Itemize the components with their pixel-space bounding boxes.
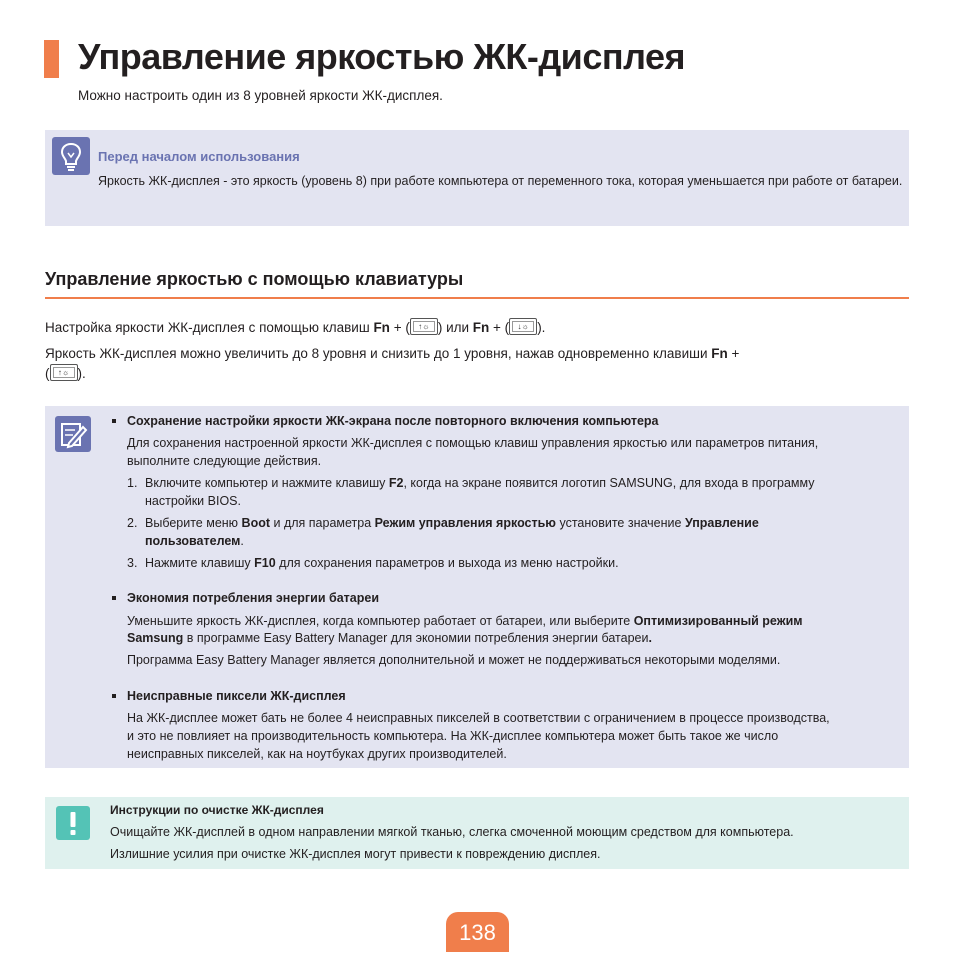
pencil-note-icon bbox=[55, 416, 91, 452]
exclamation-icon bbox=[56, 806, 90, 840]
brightness-down-key-icon: ↓☼ bbox=[509, 318, 537, 335]
step-1-text-cont: настройки BIOS. bbox=[145, 494, 241, 508]
title-accent-bar bbox=[44, 40, 59, 78]
section-divider bbox=[45, 297, 909, 299]
bullet-marker bbox=[112, 419, 116, 423]
bullet-marker bbox=[112, 694, 116, 698]
section-heading: Управление яркостью с помощью клавиатуры bbox=[45, 269, 464, 289]
before-use-heading: Перед началом использования bbox=[98, 149, 300, 164]
step-2-number: 2. bbox=[127, 516, 138, 530]
warning-line-1: Очищайте ЖК-дисплей в одном направлении мягкой тканью, слегка смоченной моющим средством для компьютера. bbox=[110, 825, 794, 839]
before-use-text: Яркость ЖК-дисплея - это яркость (уровень 8) при работе компьютера от переменного тока, которая уменьшается при работе от батареи. bbox=[98, 174, 903, 188]
note-2-title: Экономия потребления энергии батареи bbox=[127, 591, 380, 605]
note-2-text: Уменьшите яркость ЖК-дисплея, когда компьютер работает от батареи, или выберите Оптимизированный режим bbox=[127, 614, 803, 628]
warning-title: Инструкции по очистке ЖК-дисплея bbox=[110, 803, 324, 817]
step-1-number: 1. bbox=[127, 476, 138, 490]
page-subtitle: Можно настроить один из 8 уровней яркости ЖК-дисплея. bbox=[78, 88, 443, 103]
page-title: Управление яркостью ЖК-дисплея bbox=[78, 36, 686, 77]
note-3-title: Неисправные пиксели ЖК-дисплея bbox=[127, 689, 346, 703]
note-3-line-2: и это не повлияет на производительность компьютера. На ЖК-дисплее компьютера может быть такое же число bbox=[127, 729, 779, 743]
step-3-number: 3. bbox=[127, 556, 138, 570]
note-3-line-3: неисправных пикселей, как на ноутбуках других производителей. bbox=[127, 747, 507, 761]
step-1-text: Включите компьютер и нажмите клавишу F2, когда на экране появится логотип SAMSUNG, для входа в программу bbox=[145, 476, 815, 490]
page-number: 138 bbox=[459, 920, 496, 945]
note-1-intro-line-1: Для сохранения настроенной яркости ЖК-дисплея с помощью клавиш управления яркостью или параметров питания, bbox=[127, 436, 819, 450]
keyboard-paragraph-2: Яркость ЖК-дисплея можно увеличить до 8 уровня и снизить до 1 уровня, нажав одновременно клавиши Fn + ( ↑☼ ). bbox=[45, 346, 740, 381]
step-3-text: Нажмите клавишу F10 для сохранения параметров и выхода из меню настройки. bbox=[145, 556, 619, 570]
note-1-intro-line-2: выполните следующие действия. bbox=[127, 454, 322, 468]
note-1-title: Сохранение настройки яркости ЖК-экрана после повторного включения компьютера bbox=[127, 414, 659, 428]
lightbulb-icon bbox=[52, 137, 90, 175]
brightness-up-key-icon: ↑☼ bbox=[50, 364, 78, 381]
bullet-marker bbox=[112, 596, 116, 600]
note-2-extra: Программа Easy Battery Manager является дополнительной и может не поддерживаться некоторыми моделями. bbox=[127, 653, 781, 667]
note-2-text-cont: Samsung в программе Easy Battery Manager для экономии потребления энергии батареи. bbox=[127, 631, 652, 645]
keyboard-paragraph-1: Настройка яркости ЖК-дисплея с помощью клавиш Fn + ( ↑☼ ) или Fn + ( ↓☼ ). bbox=[45, 320, 546, 335]
step-2-text: Выберите меню Boot и для параметра Режим управления яркостью установите значение Управление bbox=[145, 516, 759, 530]
brightness-up-key-icon: ↑☼ bbox=[410, 318, 438, 335]
step-2-text-cont: пользователем. bbox=[145, 534, 244, 548]
note-3-line-1: На ЖК-дисплее может бать не более 4 неисправных пикселей в соответствии с ограничением в процессе производства, bbox=[127, 711, 830, 725]
warning-line-2: Излишние усилия при очистке ЖК-дисплея могут привести к повреждению дисплея. bbox=[110, 847, 601, 861]
